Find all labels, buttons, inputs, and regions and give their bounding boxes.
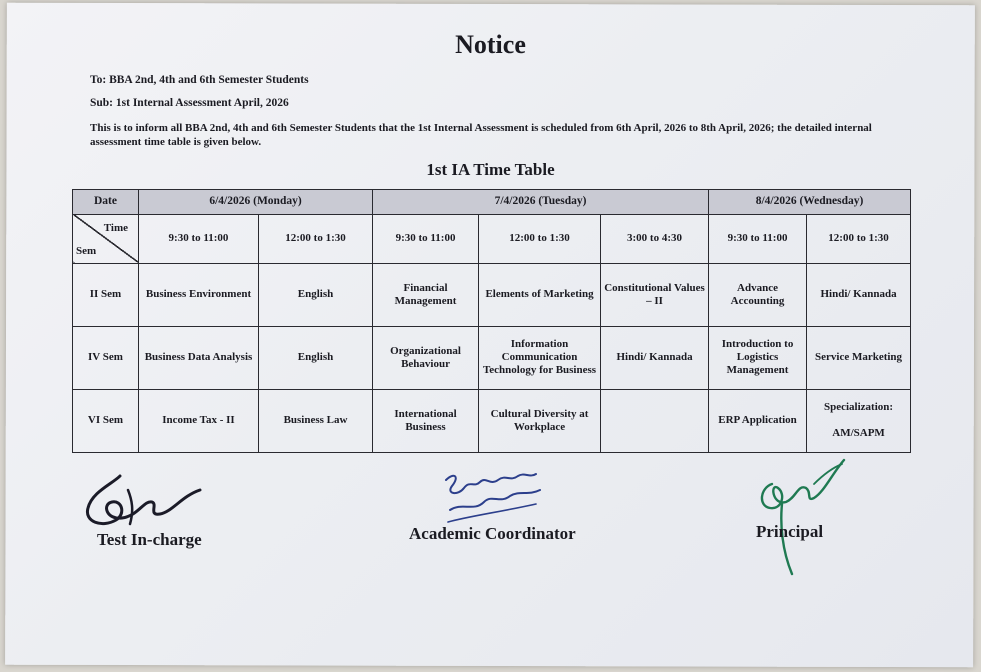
time-slot: 9:30 to 11:00 xyxy=(709,214,807,263)
test-incharge-signature xyxy=(82,470,212,532)
table-row xyxy=(73,389,911,452)
time-slot: 9:30 to 11:00 xyxy=(139,214,259,263)
subject-cell: Constitutional Values – II xyxy=(601,263,709,326)
test-incharge-label: Test In-charge xyxy=(97,530,202,549)
subject-cell: Business Data Analysis xyxy=(139,326,259,389)
subject-cell: Information Communication Technology for Business xyxy=(479,326,601,389)
date-header-row xyxy=(73,190,911,215)
time-slot: 12:00 to 1:30 xyxy=(259,214,373,263)
subject-cell: Business Environment xyxy=(139,263,259,326)
subject-cell: English xyxy=(259,263,373,326)
academic-coordinator-signature xyxy=(440,466,550,526)
subject-cell: Organizational Behaviour xyxy=(373,326,479,389)
timetable-title: 1st IA Time Table xyxy=(426,160,555,179)
subject-cell: Financial Management xyxy=(373,263,479,326)
subject-cell: Business Law xyxy=(259,389,373,452)
timetable xyxy=(72,189,911,453)
table-row xyxy=(73,263,911,326)
table-row xyxy=(73,326,911,389)
time-slot: 9:30 to 11:00 xyxy=(373,214,479,263)
subject-cell: Elements of Marketing xyxy=(479,263,601,326)
time-slot: 3:00 to 4:30 xyxy=(601,214,709,263)
principal-label: Principal xyxy=(756,522,824,541)
notice-body: This is to inform all BBA 2nd, 4th and 6th Semester Students that the 1st Internal Assessment is scheduled from 6th April, 2026 to 8th April, 2026; the detailed internal assessment time table is given below. xyxy=(90,122,872,148)
sem-label: Sem xyxy=(76,244,97,257)
notice-title: Notice xyxy=(455,30,526,59)
sem-cell: IV Sem xyxy=(73,326,139,389)
subject-cell: Hindi/ Kannada xyxy=(601,326,709,389)
date-monday: 6/4/2026 (Monday) xyxy=(139,190,373,215)
time-sem-corner xyxy=(73,214,139,263)
time-slot: 12:00 to 1:30 xyxy=(807,214,911,263)
subject-cell: English xyxy=(259,326,373,389)
subject-line: Sub: 1st Internal Assessment April, 2026 xyxy=(90,97,289,109)
academic-coordinator-label: Academic Coordinator xyxy=(409,524,576,543)
subject-cell: International Business xyxy=(373,389,479,452)
sem-cell: VI Sem xyxy=(73,389,139,452)
time-row xyxy=(73,214,911,263)
subject-cell: Introduction to Logistics Management xyxy=(709,326,807,389)
subject-cell: Service Marketing xyxy=(807,326,911,389)
subject-cell: Advance Accounting xyxy=(709,263,807,326)
subject-cell: ERP Application xyxy=(709,389,807,452)
to-line: To: BBA 2nd, 4th and 6th Semester Students xyxy=(90,74,309,86)
subject-cell: Specialization: AM/SAPM xyxy=(807,389,911,452)
subject-cell: Cultural Diversity at Workplace xyxy=(479,389,601,452)
subject-cell: Income Tax - II xyxy=(139,389,259,452)
sem-cell: II Sem xyxy=(73,263,139,326)
date-tuesday: 7/4/2026 (Tuesday) xyxy=(373,190,709,215)
subject-cell xyxy=(601,389,709,452)
subject-cell: Hindi/ Kannada xyxy=(807,263,911,326)
time-label: Time xyxy=(103,221,128,234)
date-wednesday: 8/4/2026 (Wednesday) xyxy=(709,190,911,215)
date-header: Date xyxy=(73,190,139,215)
principal-signature xyxy=(752,454,852,580)
time-slot: 12:00 to 1:30 xyxy=(479,214,601,263)
